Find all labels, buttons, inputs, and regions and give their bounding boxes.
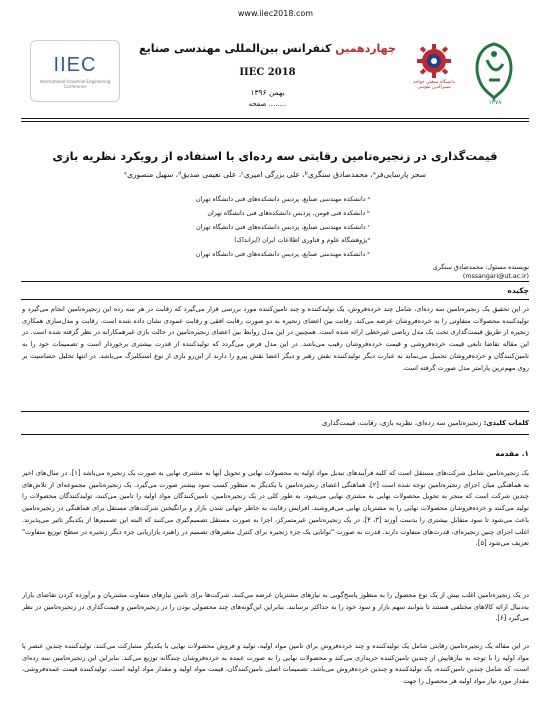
conference-title <box>120 42 415 55</box>
abstract-heading: چکیده <box>507 286 529 295</box>
abstract-heading-rule <box>21 299 529 300</box>
intro-paragraph-3: در این مقاله یک زنجیره‌تامین رقابتی شامل یک تولیدکننده و چند خرده‌فروش برای تامین مواد اولیه، تولید و فروش محصولات نهایی با یکدیگر مشارکت می‌کنند. تولیدکننده چندین عنصر یا مواد اولیه را با توجه به نیازهایش از چندین تامین‌کننده خریداری می‌کند و محصولات نهایی را به صورت عمده به خرده‌فروشان چندگانه توزیع می‌کند. بنابراین این زنجیره‌تامین سه رده‌ای است، که شامل چندین تامین‌کننده، یک تولیدکننده و چندین خرده‌فروش می‌باشد. تصمیمات اصلی تامین‌کنندگان، قیمت مواد اولیه و مقدار مواد اولیه است. تولیدکننده قیمت عمده‌فروشی، مقدار مورد نیاز مواد اولیه هر محصول را جهت <box>22 642 529 686</box>
iiec-logo <box>30 40 120 102</box>
conference-title-rest: کنفرانس بین‌المللی مهندسی صنایع <box>139 42 332 55</box>
affiliation-d: ᵈپژوهشگاه علوم و فناوری اطلاعات ایران (ایرانداک) <box>234 237 370 245</box>
gear-logo-caption: دانشگاه صنعتی خواجه نصیرالدین طوسی <box>413 80 455 90</box>
keywords-values: زنجیره‌تامین سه رده‌ای، نظریه بازی، رقابت، قیمت‌گذاری <box>322 419 482 427</box>
header-rule <box>21 118 529 119</box>
iiec-logo-subtitle: International Industrial Engineering Conference <box>39 78 111 89</box>
conference-url[interactable]: www.iiec2018.com <box>237 9 314 18</box>
author-list: سحر پارسایی‌فرᵃ، محمدصادق سنگریᵇ، علی بزرگی امیریᶜ، علی نعیمی صدیقᵈ، سهیل منصوریᵉ <box>123 170 427 179</box>
keywords-bottom-rule <box>21 434 529 435</box>
conference-short-name: IIEC 2018 <box>239 67 296 78</box>
society-emblem-icon <box>467 40 522 102</box>
abstract-top-rule <box>21 281 529 282</box>
university-gear-logo-icon <box>416 43 452 79</box>
affiliation-c: ᶜ دانشکده مهندسی صنایع، پردیس دانشکده‌های فنی دانشگاه تهران <box>196 223 370 231</box>
iiec-logo-mark: IIEC <box>53 53 97 76</box>
conference-date: بهمن ۱۳۹۶ <box>250 88 285 97</box>
keywords-top-rule <box>21 411 529 412</box>
header-rule-second <box>21 121 529 122</box>
corresponding-author-email[interactable]: (mssangari@ut.ac.ir) <box>462 273 529 280</box>
intro-paragraph-2: در یک زنجیره‌تامین اغلب بیش از یک نوع محصول را به منظور پاسخ‌گویی به نیازهای مشتریان عرضه می‌کنند. شرکت‌ها برای تامین نیازهای متفاوت مشتریان و برآورده کردن تقاضای بازار به‌دنبال ارائه کالاهای مختلفی هستند تا بتوانند سهم بازار و سود خود را به حداکثر برسانند. بنابراین این‌گونه‌های چند محصولی بودن را در زنجیره‌تامین و قیمت‌گذاری در زنجیره‌تامین در نظر می‌گیرد [۶]. <box>22 591 529 623</box>
corresponding-author-label: نویسنده مسئول: محمدصادق سنگری <box>432 264 529 271</box>
keywords-line <box>22 419 529 427</box>
conference-title-ordinal: چهاردهمین <box>335 42 396 55</box>
affiliation-a: ᵃ دانشکده مهندسی صنایع، پردیس دانشکده‌های فنی دانشگاه تهران <box>195 196 370 203</box>
affiliation-e: ᵉ دانشکده مهندسی صنایع، پردیس دانشکده‌های فنی دانشگاه تهران <box>195 251 370 259</box>
affiliation-b: ᵇ دانشکده فنی فومن، پردیس دانشکده‌های فنی دانشگاه تهران <box>207 209 370 217</box>
abstract-text: در این تحقیق یک زنجیره‌تامین سه رده‌ای، شامل چند خرده‌فروش، یک تولیدکننده و چند تامین‌کننده مورد بررسی قرار می‌گیرد که رقابت در هر سه رده این زنجیره‌تامین انجام می‌گیرد و تولیدکننده محصولات متفاوتی را به خرده‌فروشان عرضه می‌کند. رقابت بین اعضای زنجیره به دو صورت رقابت افقی و رقابت عمودی نشان داده شده است. رقابت و مدل‌سازی همکاری زنجیره از طریق قیمت‌گذاری تحت یک مدل ریاضی غیرخطی ارائه شده است. همچنین در این مدل روابط بین اعضای زنجیره‌تامین در حالت بازی غیرهمکارانه در نظر گرفته شده است. در این مقاله تقاضا تابعی قیمت خرده‌فروشی و قیمت خرده‌فروشان رقیب می‌باشد. در این مدل فرض می‌گردد که تولیدکننده از قدرت بیشتری برخوردار است و تصمیمات خود را به تامین‌کنندگان و خرده‌فروشان تحمیل می‌نماید به عبارت دیگر تولیدکننده نقش رهبر و دیگر اعضا نقش پیرو را دارند از این‌رو بازی از نوع استکلبرگ می‌باشد. در انتها تحلیل حساسیت بر روی مهم‌ترین پارامتر مدل صورت گرفته است. <box>22 305 529 372</box>
corresponding-author <box>9 263 529 281</box>
page-number-label: صفحه ........ <box>248 100 287 108</box>
intro-paragraph-1: یک زنجیره‌تامین شامل شرکت‌های مستقل است که کلیه فرآیندهای تبدیل مواد اولیه به محصولات نهایی و تحویل آنها به مشتری نهایی به صورت یک زنجیره می‌باشد [۱]. در سال‌های اخیر به هماهنگی میان اجزای زنجیره‌تامین توجه شده است [۲]. هماهنگی اعضای زنجیره‌تامین با یکدیگر به منظور کسب سود بیشتر صورت می‌گیرد. یک زنجیره‌تامین مجموعه‌ای از تلاش‌های چندین شرکت است که منجر به تحویل محصولات نهایی به مشتری نهایی می‌شود. به طور کلی در یک زنجیره‌تامین، تامین‌کنندگان مواد اولیه را تامین می‌کنند، تولیدکنندگان محصولات را تولید می‌کنند و خرده‌فروشان محصولات نهایی را به مشتریان نهایی می‌فروشند. افزایش رقابت به خاطر جهانی شدن بازار و برانگیختن شرکت‌های مستقل برای هماهنگی در زنجیره‌تامین باعث می‌شود تا سود متقابل بیشتری را بدست آورند [۳، ۴]. در یک زنجیره‌تامین غیرمتمرکز، اجزا به صورت مستقل تصمیم‌گیری می‌کنند که البته این تصمیم‌ها از یکدیگر تاثیر می‌پذیرند. اغلب اجزای چنین زنجیره‌ای، قدرت‌های متفاوت دارند. قدرت به صورت "توانایی یک جزء زنجیره برای کنترل متغیرهای تصمیم در راهبرد بازاریابی جزء دیگر زنجیره در سطح توزیع متفاوت" تعریف می‌شود [۵]. <box>22 469 529 548</box>
emblem-year: ۱۳۷۸ <box>488 99 502 106</box>
paper-title: قیمت‌گذاری در زنجیره‌تامین رقابتی سه رده‌ای با استفاده از رویکرد نظریه بازی <box>52 149 498 163</box>
section-heading-intro: ۱. مقدمه <box>495 449 529 458</box>
keywords-label: کلمات کلیدی: <box>483 419 529 427</box>
affiliations <box>120 193 370 262</box>
